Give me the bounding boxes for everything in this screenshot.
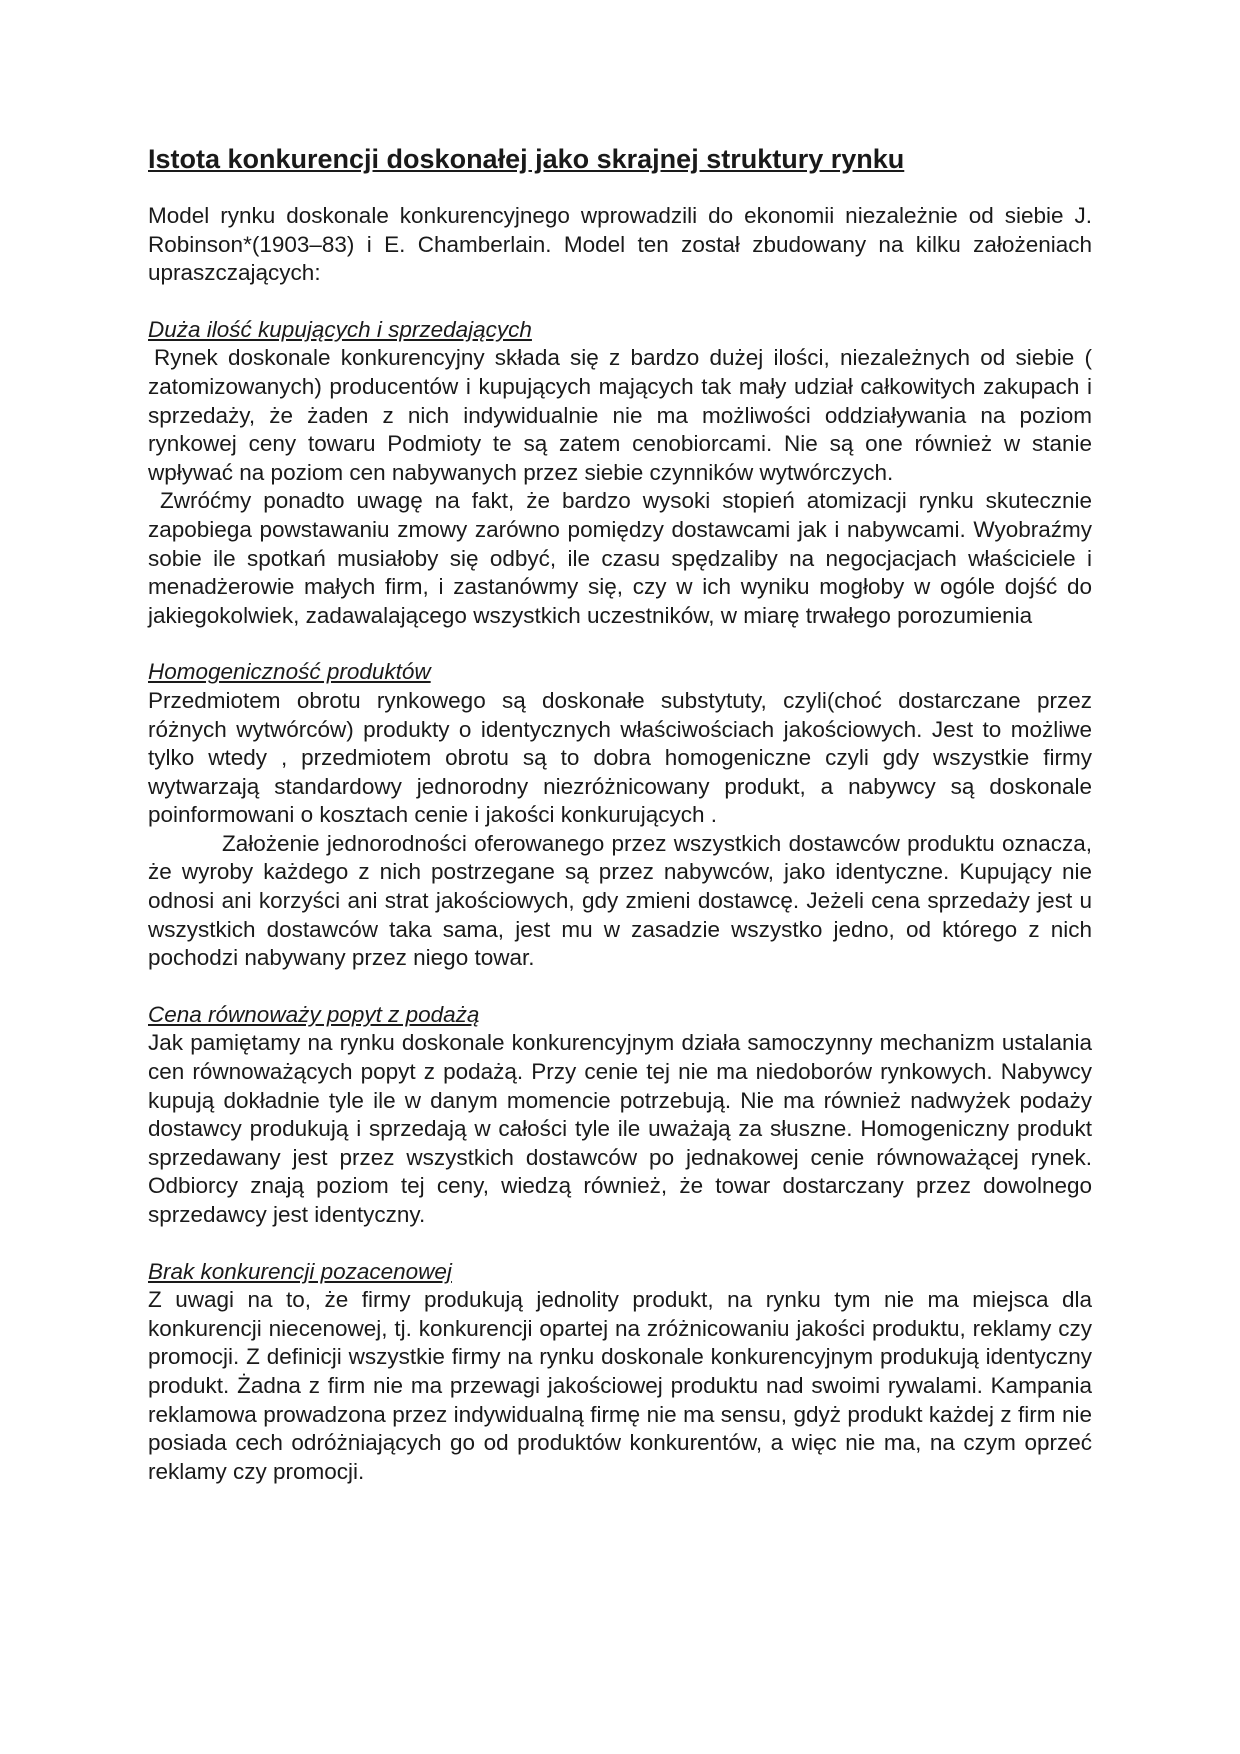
document-page — [148, 142, 1092, 1486]
document-title: Istota konkurencji doskonałej jako skrajnej struktury rynku — [148, 144, 905, 174]
section-paragraph: Zwróćmy ponadto uwagę na fakt, że bardzo wysoki stopień atomizacji rynku skutecznie zapobiega powstawaniu zmowy zarówno pomiędzy dostawcami jak i nabywcami. Wyobraźmy sobie ile spotkań musiałoby się odbyć, ile czasu spędzaliby na negocjacjach właściciele i menadżerowie małych firm, i zastanówmy się, czy w ich wyniku mogłoby w ogóle dojść do jakiegokolwiek, zadawalającego wszystkich uczestników, w miarę trwałego porozumienia — [148, 488, 1092, 628]
section-heading-buyers-sellers: Duża ilość kupujących i sprzedających — [148, 316, 532, 342]
section-paragraph: Z uwagi na to, że firmy produkują jednolity produkt, na rynku tym nie ma miejsca dla konkurencji niecenowej, tj. konkurencji opartej na zróżnicowaniu jakości produktu, reklamy czy promocji. Z definicji wszystkie firmy na rynku doskonale konkurencyjnym produkują identyczny produkt. Żadna z firm nie ma przewagi jakościowej produktu nad swoimi rywalami. Kampania reklamowa prowadzona przez indywidualną firmę nie ma sensu, gdyż produkt każdej z firm nie posiada cech odróżniających go od produktów konkurentów, a więc nie ma, na czym oprzeć reklamy czy promocji. — [148, 1287, 1092, 1484]
section-paragraph: Jak pamiętamy na rynku doskonale konkurencyjnym działa samoczynny mechanizm ustalania cen równoważących popyt z podażą. Przy cenie tej nie ma niedoborów rynkowych. Nabywcy kupują dokładnie tyle ile w danym momencie potrzebują. Nie ma również nadwyżek podaży dostawcy produkują i sprzedają w całości tyle ile uważają za słuszne. Homogeniczny produkt sprzedawany jest przez wszystkich dostawców po jednakowej cenie równoważącej rynek. Odbiorcy znają poziom tej ceny, wiedzą również, że towar dostarczany przez dowolnego sprzedawcy jest identyczny. — [148, 1030, 1092, 1227]
section-heading-homogeneity: Homogeniczność produktów — [148, 659, 431, 685]
section-paragraph: Rynek doskonale konkurencyjny składa się z bardzo dużej ilości, niezależnych od siebie ( zatomizowanych) producentów i kupujących mających tak mały udział całkowitych zakupach i sprzedaży, że żaden z nich indywidualnie nie ma możliwości oddziaływania na poziom rynkowej ceny towaru Podmioty te są zatem cenobiorcami. Nie są one również w stanie wpływać na poziom cen nabywanych przez siebie czynników wytwórczych. — [148, 345, 1092, 485]
section-paragraph: Przedmiotem obrotu rynkowego są doskonałe substytuty, czyli(choć dostarczane przez różnych wytwórców) produkty o identycznych właściwościach jakościowych. Jest to możliwe tylko wtedy , przedmiotem obrotu są to dobra homogeniczne czyli gdy wszystkie firmy wytwarzają standardowy jednorodny niezróżnicowany produkt, a nabywcy są doskonale poinformowani o kosztach cenie i jakości konkurujących . — [148, 687, 1092, 828]
section-heading-price-equilibrium: Cena równoważy popyt z podażą — [148, 1001, 480, 1027]
intro-paragraph: Model rynku doskonale konkurencyjnego wprowadzili do ekonomii niezależnie od siebie J. Robinson*(1903–83) i E. Chamberlain. Model ten został zbudowany na kilku założeniach upraszczających: — [148, 203, 1092, 286]
section-heading-non-price-competition: Brak konkurencji pozacenowej — [148, 1258, 452, 1284]
section-paragraph: Założenie jednorodności oferowanego przez wszystkich dostawców produktu oznacza, że wyroby każdego z nich postrzegane są przez nabywców, jako identyczne. Kupujący nie odnosi ani korzyści ani strat jakościowych, gdy zmieni dostawcę. Jeżeli cena sprzedaży jest u wszystkich dostawców taka sama, jest mu w zasadzie wszystko jedno, od którego z nich pochodzi nabywany przez niego towar. — [148, 830, 1092, 971]
